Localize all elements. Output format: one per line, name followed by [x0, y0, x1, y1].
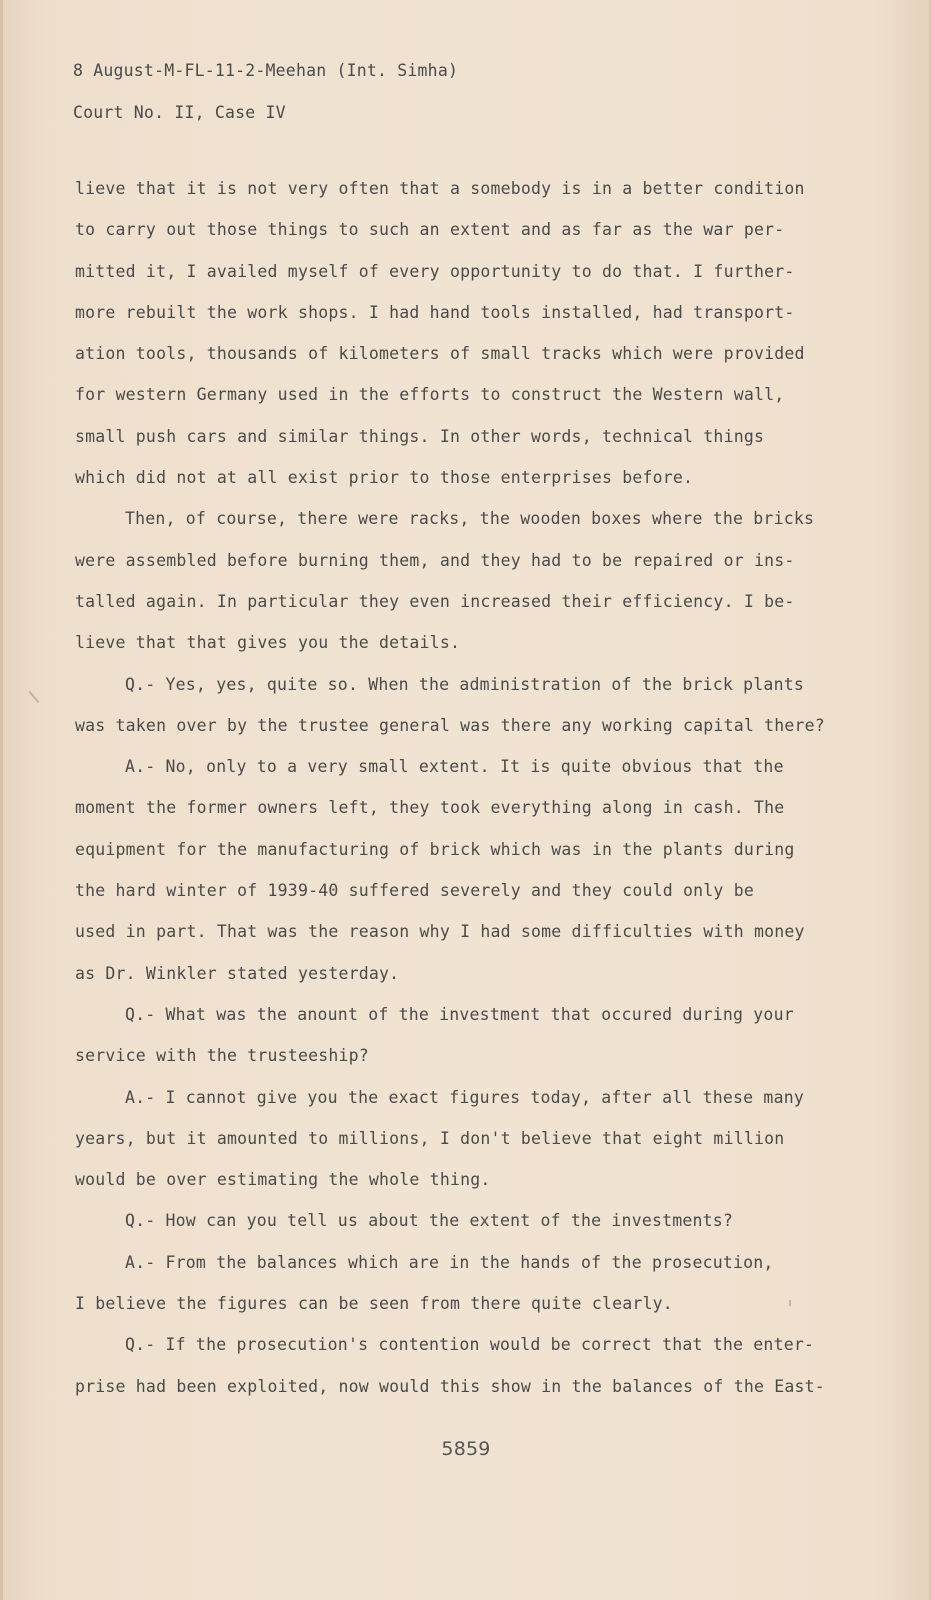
document-header: [73, 58, 458, 142]
text-line: which did not at all exist prior to those enterprises before.: [75, 468, 694, 488]
text-line: were assembled before burning them, and they had to be repaired or ins-: [75, 550, 795, 570]
text-line: would be over estimating the whole thing.: [75, 1170, 491, 1190]
text-line: Then, of course, there were racks, the wooden boxes where the bricks: [125, 509, 815, 529]
paper-mark: [29, 691, 40, 703]
text-line: used in part. That was the reason why I had some difficulties with money: [75, 922, 805, 942]
text-line: service with the trusteeship?: [75, 1046, 369, 1066]
text-line: the hard winter of 1939-40 suffered severely and they could only be: [75, 881, 754, 901]
transcript-body: [75, 176, 835, 1415]
text-line: Q.- What was the anount of the investment that occured during your: [125, 1004, 794, 1024]
text-line: was taken over by the trustee general was there any working capital there?: [75, 715, 825, 735]
text-line: I believe the figures can be seen from there quite clearly.: [75, 1294, 673, 1314]
page-number: 5859: [441, 1438, 491, 1460]
text-line: as Dr. Winkler stated yesterday.: [75, 963, 400, 983]
paper-mark: [789, 1300, 791, 1306]
text-line: lieve that that gives you the details.: [75, 633, 461, 653]
text-line: small push cars and similar things. In other words, technical things: [75, 426, 765, 446]
header-line: 8 August-M-FL-11-2-Meehan (Int. Simha): [73, 61, 459, 80]
text-line: A.- No, only to a very small extent. It is quite obvious that the: [125, 757, 784, 777]
text-line: Q.- If the prosecution's contention would be correct that the enter-: [125, 1335, 815, 1355]
text-line: years, but it amounted to millions, I don't believe that eight million: [75, 1128, 785, 1148]
text-line: to carry out those things to such an extent and as far as the war per-: [75, 220, 785, 240]
text-line: more rebuilt the work shops. I had hand tools installed, had transport-: [75, 302, 795, 322]
text-line: equipment for the manufacturing of brick which was in the plants during: [75, 839, 795, 859]
text-line: A.- From the balances which are in the hands of the prosecution,: [125, 1252, 774, 1272]
header-line: Court No. II, Case IV: [73, 103, 286, 122]
text-line: talled again. In particular they even increased their efficiency. I be-: [75, 591, 795, 611]
text-line: mitted it, I availed myself of every opportunity to do that. I further-: [75, 261, 795, 281]
text-line: Q.- How can you tell us about the extent of the investments?: [125, 1211, 734, 1231]
text-line: for western Germany used in the efforts to construct the Western wall,: [75, 385, 785, 405]
text-line: Q.- Yes, yes, quite so. When the administration of the brick plants: [125, 674, 804, 694]
text-line: prise had been exploited, now would this show in the balances of the East-: [75, 1376, 825, 1396]
text-line: moment the former owners left, they took everything along in cash. The: [75, 798, 785, 818]
text-line: ation tools, thousands of kilometers of small tracks which were provided: [75, 344, 805, 364]
text-line: lieve that it is not very often that a somebody is in a better condition: [75, 179, 805, 198]
text-line: A.- I cannot give you the exact figures today, after all these many: [125, 1087, 804, 1107]
